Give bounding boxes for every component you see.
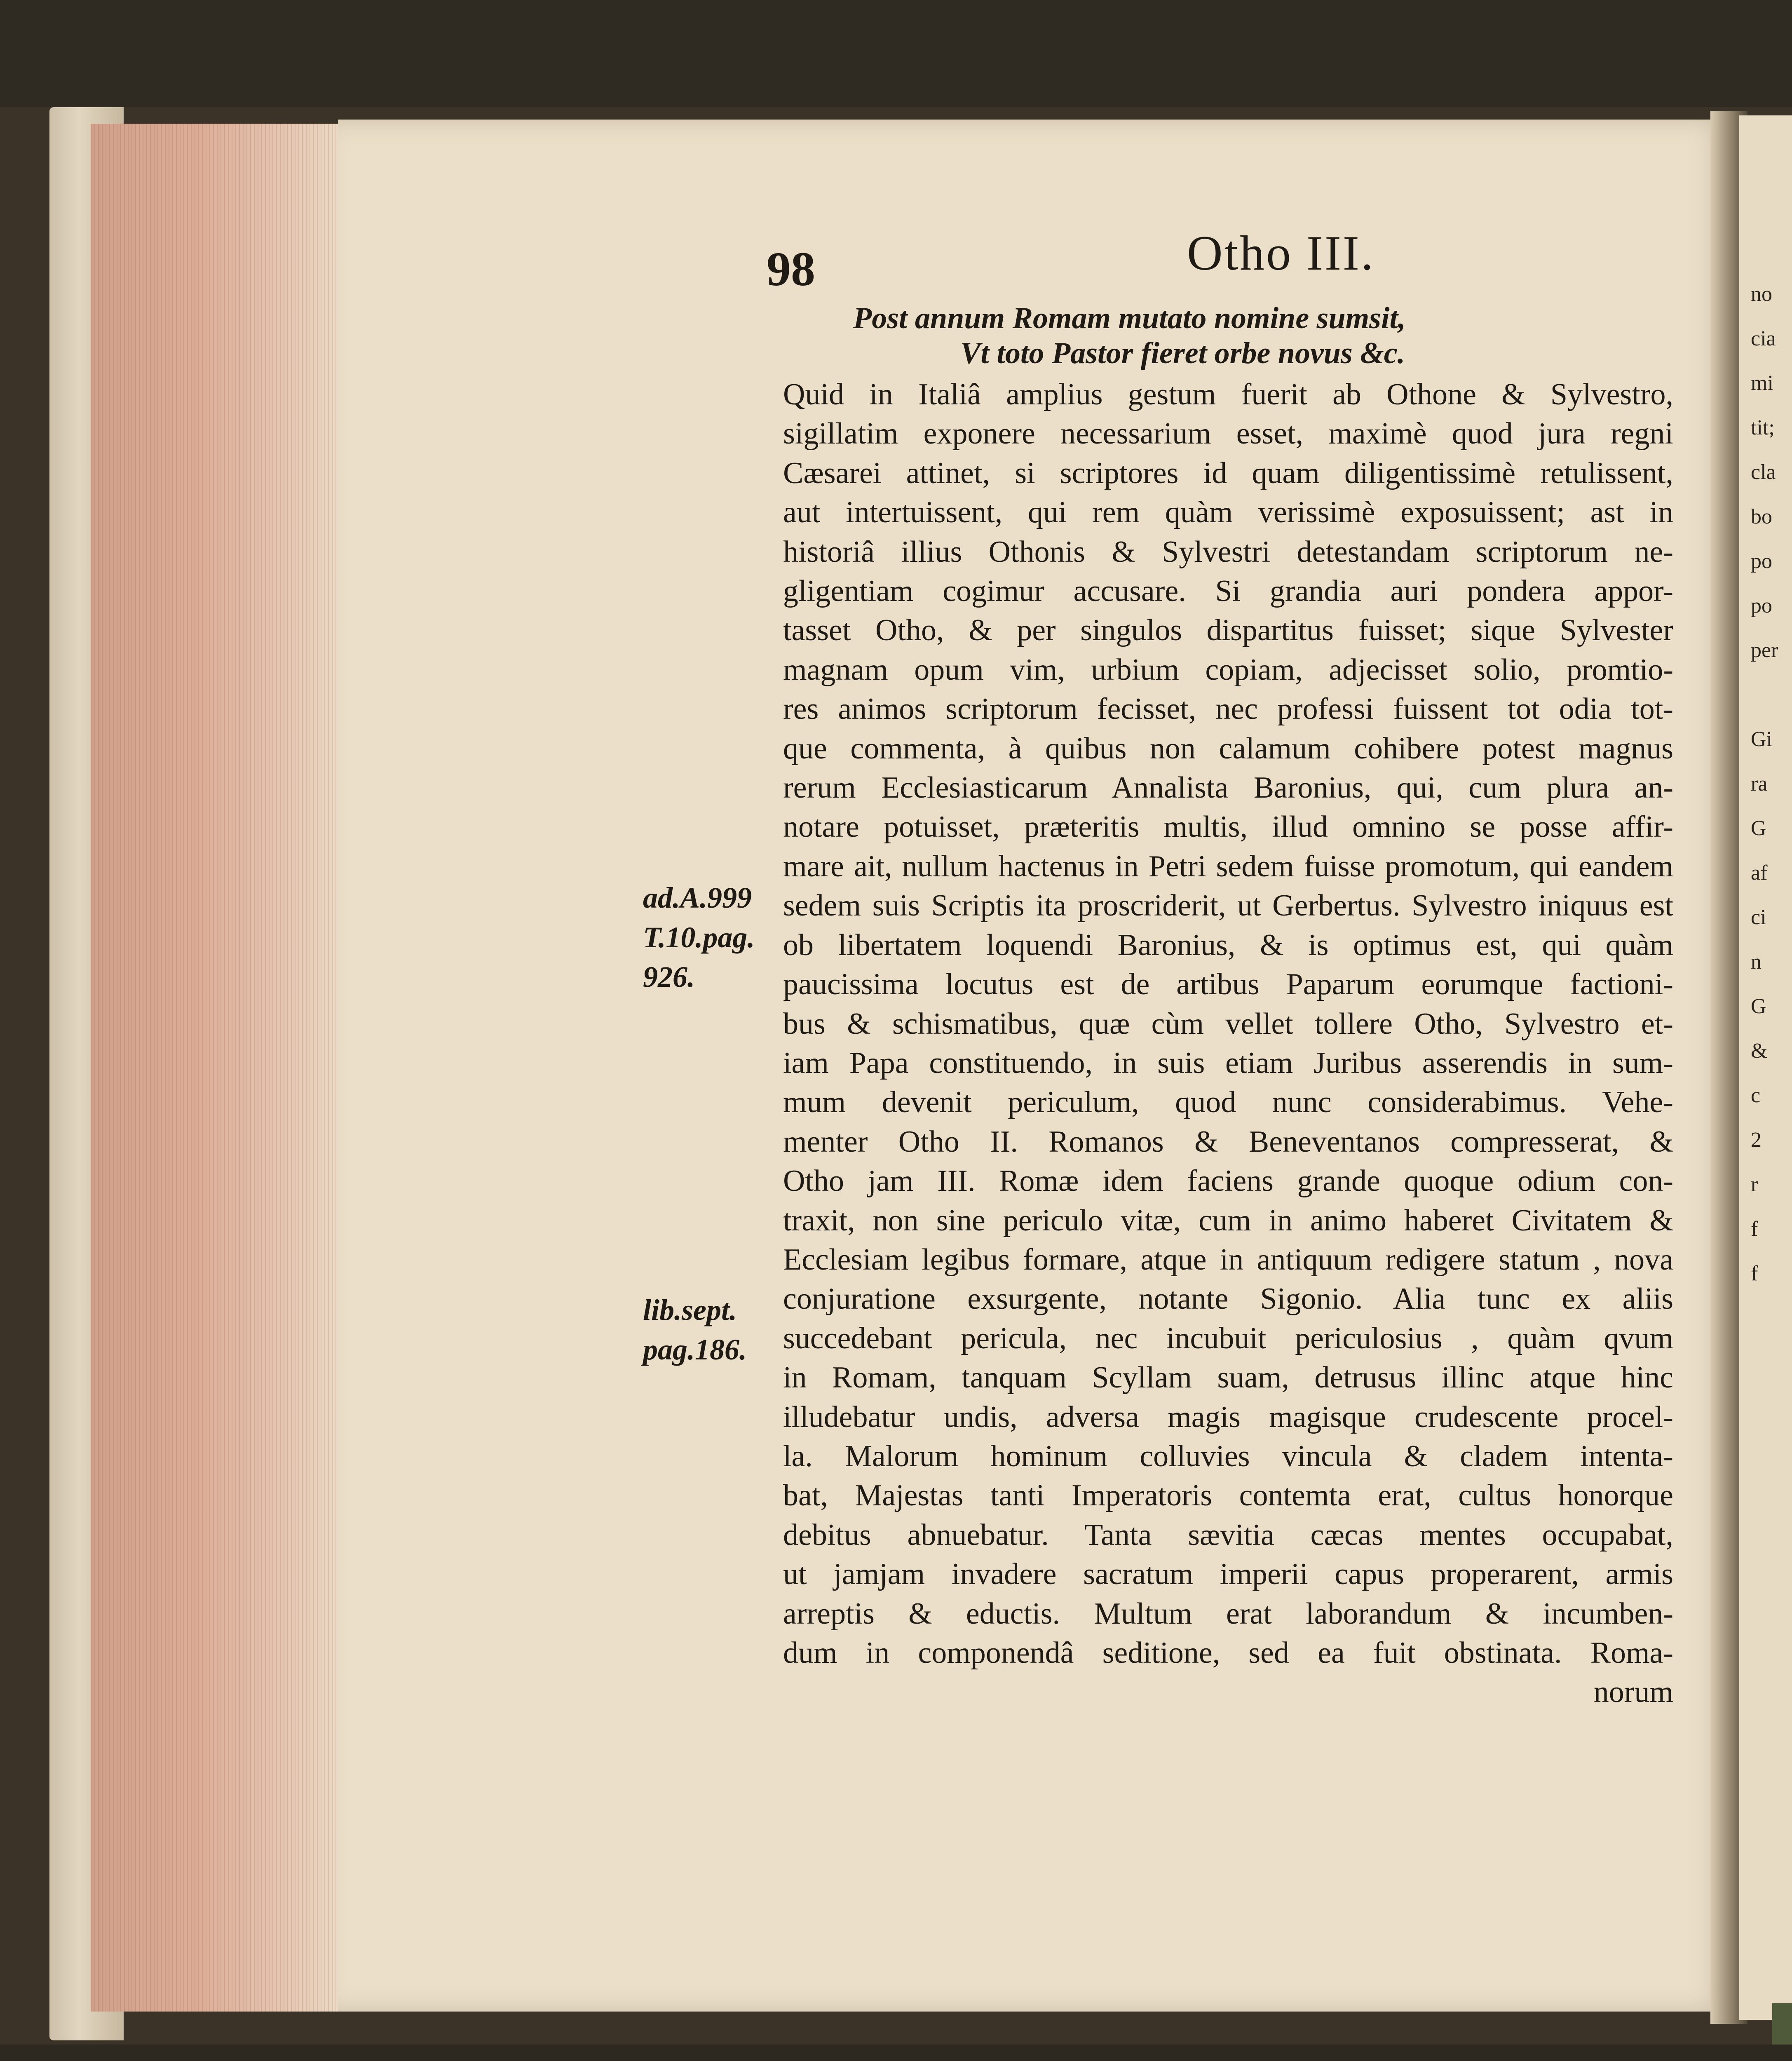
body-line: traxit, non sine periculo vitæ, cum in animo haberet Civitatem & bbox=[783, 1203, 1673, 1237]
body-line: illudebatur undis, adversa magis magisque crudescente procel- bbox=[783, 1400, 1673, 1434]
body-line: res animos scriptorum fecisset, nec professi fuissent tot odia tot- bbox=[783, 692, 1673, 726]
facing-page-fragment: f bbox=[1751, 1217, 1758, 1241]
marginal-note-line: T.10.pag. bbox=[643, 921, 755, 954]
facing-page-fragment: G bbox=[1751, 995, 1766, 1018]
body-line: Quid in Italiâ amplius gestum fuerit ab Othone & Sylvestro, bbox=[783, 378, 1673, 411]
body-line: norum bbox=[1593, 1675, 1673, 1709]
body-line: rerum Ecclesiasticarum Annalista Baronius, qui, cum plura an- bbox=[783, 771, 1673, 805]
body-line: mare ait, nullum hactenus in Petri sedem fuisse promotum, qui eandem bbox=[783, 849, 1673, 883]
body-line: paucissima locutus est de artibus Paparum eorumque factioni- bbox=[783, 967, 1673, 1002]
facing-page-fragment: cia bbox=[1751, 327, 1776, 350]
facing-page-fragment: po bbox=[1751, 594, 1772, 617]
facing-page-fragments bbox=[1751, 272, 1792, 1296]
facing-page-fragment: c bbox=[1751, 1084, 1761, 1107]
body-line: iam Papa constituendo, in suis etiam Juribus asserendis in sum- bbox=[783, 1046, 1673, 1080]
body-line: in Romam, tanquam Scyllam suam, detrusus illinc atque hinc bbox=[783, 1361, 1673, 1395]
cover-cloth-strip bbox=[1772, 2003, 1792, 2045]
marginal-note-line: lib.sept. bbox=[643, 1293, 737, 1326]
facing-page-fragment: Gi bbox=[1751, 728, 1772, 751]
facing-page-fragment: po bbox=[1751, 549, 1772, 573]
body-line: Otho jam III. Romæ idem faciens grande quoque odium con- bbox=[783, 1164, 1673, 1198]
facing-page-fragment: ra bbox=[1751, 772, 1768, 796]
body-line: notare potuisset, præteritis multis, illud omnino se posse affir- bbox=[783, 810, 1673, 844]
facing-page-fragment: f bbox=[1751, 1262, 1758, 1285]
facing-page-fragment: r bbox=[1751, 1173, 1758, 1196]
body-line: ob libertatem loquendi Baronius, & is optimus est, qui quàm bbox=[783, 928, 1673, 962]
body-line: bat, Majestas tanti Imperatoris contemta erat, cultus honorque bbox=[783, 1479, 1673, 1513]
body-line: ut jamjam invadere sacratum imperii capus properarent, armis bbox=[783, 1557, 1673, 1592]
facing-page-fragment: ci bbox=[1751, 906, 1766, 929]
motto-line-1: Post annum Romam mutato nomine sumsit, bbox=[853, 301, 1406, 335]
marginal-note-2 bbox=[643, 1290, 783, 1369]
facing-page-fragment: & bbox=[1751, 1039, 1768, 1063]
scan-background-top bbox=[0, 0, 1792, 107]
body-line: Ecclesiam legibus formare, atque in antiquum redigere statum , nova bbox=[783, 1242, 1673, 1277]
body-text bbox=[783, 375, 1673, 1712]
facing-page-fragment: cla bbox=[1751, 460, 1776, 484]
body-line: la. Malorum hominum colluvies vincula & cladem intenta- bbox=[783, 1439, 1673, 1473]
facing-page-fragment bbox=[1751, 673, 1792, 717]
page-fore-edge bbox=[91, 124, 338, 2012]
body-line: sedem suis Scriptis ita proscriderit, ut Gerbertus. Sylvestro iniquus est bbox=[783, 889, 1673, 923]
facing-page-fragment: mi bbox=[1751, 371, 1773, 395]
body-line: que commenta, à quibus non calamum cohibere potest magnus bbox=[783, 731, 1673, 765]
body-line: succedebant pericula, nec incubuit periculosius , quàm qvum bbox=[783, 1321, 1673, 1355]
body-line: sigillatim exponere necessarium esset, maximè quod jura regni bbox=[783, 417, 1673, 451]
facing-page-fragment: n bbox=[1751, 950, 1762, 974]
body-line: conjuratione exsurgente, notante Sigonio. Alia tunc ex aliis bbox=[783, 1282, 1673, 1316]
marginal-note-line: 926. bbox=[643, 960, 695, 993]
body-line: tasset Otho, & per singulos dispartitus fuisset; sique Sylvester bbox=[783, 613, 1673, 648]
page-number: 98 bbox=[767, 242, 815, 296]
marginal-note-line: pag.186. bbox=[643, 1333, 747, 1366]
body-line: Cæsarei attinet, si scriptores id quam diligentissimè retulissent, bbox=[783, 456, 1673, 490]
body-line: mum devenit periculum, quod nunc considerabimus. Vehe- bbox=[783, 1085, 1673, 1120]
marginal-note-1 bbox=[643, 878, 783, 997]
facing-page-fragment: af bbox=[1751, 861, 1768, 885]
marginal-note-line: ad.A.999 bbox=[643, 881, 752, 914]
body-line: menter Otho II. Romanos & Beneventanos compresserat, & bbox=[783, 1124, 1673, 1159]
facing-page-fragment: G bbox=[1751, 817, 1766, 840]
body-line: gligentiam cogimur accusare. Si grandia auri pondera appor- bbox=[783, 574, 1673, 608]
scan-background-bottom bbox=[0, 2045, 1792, 2061]
facing-page-fragment: 2 bbox=[1751, 1128, 1762, 1152]
body-line: historiâ illius Othonis & Sylvestri detestandam scriptorum ne- bbox=[783, 535, 1673, 569]
facing-page-fragment: per bbox=[1751, 638, 1778, 662]
body-line: dum in componendâ seditione, sed ea fuit obstinata. Roma- bbox=[783, 1636, 1673, 1670]
body-line: debitus abnuebatur. Tanta sævitia cæcas mentes occupabat, bbox=[783, 1518, 1673, 1552]
facing-page-fragment: no bbox=[1751, 282, 1772, 306]
facing-page-fragment: bo bbox=[1751, 505, 1772, 528]
facing-page-fragment: tit; bbox=[1751, 416, 1775, 439]
body-line: aut intertuissent, qui rem quàm verissimè exposuissent; ast in bbox=[783, 495, 1673, 530]
body-line: arreptis & eductis. Multum erat laborandum & incumben- bbox=[783, 1596, 1673, 1631]
body-line: magnam opum vim, urbium copiam, adjecisset solio, promtio- bbox=[783, 653, 1673, 687]
body-line: bus & schismatibus, quæ cùm vellet tollere Otho, Sylvestro et- bbox=[783, 1007, 1673, 1041]
running-head: Otho III. bbox=[1187, 225, 1375, 280]
motto-line-2: Vt toto Pastor fieret orbe novus &c. bbox=[960, 336, 1405, 370]
